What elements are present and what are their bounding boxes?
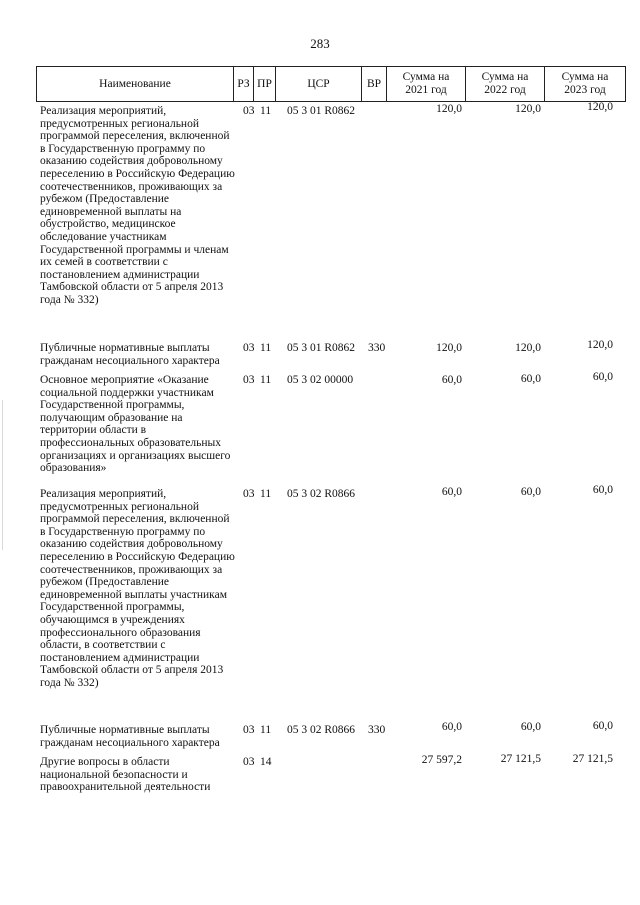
row-sum-2021: 60,0 (441, 486, 462, 498)
row-sum-2022: 60,0 (520, 721, 541, 733)
row-csr: 05 3 01 R0862 (287, 105, 356, 117)
header-rz: РЗ (234, 67, 254, 101)
row-rz: 03 (243, 756, 255, 768)
row-rz: 03 (243, 105, 255, 117)
row-vr: 330 (368, 724, 386, 736)
row-sum-2021: 60,0 (441, 374, 462, 386)
row-sum-2023: 60,0 (592, 371, 613, 383)
row-name: Реализация мероприятий, предусмотренных региональной программой переселения, включенной в Государственную программу по оказанию содействия добровольному переселению в Российскую Федерацию соотечественников, проживающих за рубежом (Предоставление единовременной выплаты на обустройство, медицинское обследование участникам Государственной программы и членам их семей в соответствии с постановлением администрации Тамбовской области от 5 апреля 2013 года № 332) (40, 105, 235, 306)
row-name: Публичные нормативные выплаты гражданам несоциального характера (40, 342, 220, 367)
header-name: Наименование (37, 67, 234, 101)
row-sum-2022: 60,0 (520, 486, 541, 498)
row-name: Другие вопросы в области национальной безопасности и правоохранительной деятельности (40, 756, 211, 794)
header-sum-2021: Сумма на 2021 год (387, 67, 466, 101)
row-sum-2022: 120,0 (515, 103, 541, 115)
page-number: 283 (310, 36, 330, 51)
row-rz: 03 (243, 488, 255, 500)
row-csr: 05 3 02 00000 (287, 374, 354, 386)
scan-margin-mark (2, 400, 3, 550)
row-pr: 11 (260, 374, 272, 386)
row-sum-2023: 27 121,5 (572, 753, 613, 765)
row-rz: 03 (243, 374, 255, 386)
row-sum-2023: 60,0 (592, 484, 613, 496)
row-sum-2023: 60,0 (592, 720, 613, 732)
row-sum-2021: 27 597,2 (421, 754, 462, 766)
row-sum-2023: 120,0 (587, 101, 613, 113)
row-sum-2023: 120,0 (587, 339, 613, 351)
row-csr: 05 3 01 R0862 (287, 342, 356, 354)
row-name: Публичные нормативные выплаты гражданам несоциального характера (40, 724, 220, 749)
row-sum-2021: 120,0 (436, 342, 462, 354)
header-pr: ПР (254, 67, 276, 101)
row-sum-2021: 60,0 (441, 721, 462, 733)
row-pr: 11 (260, 488, 272, 500)
row-sum-2022: 27 121,5 (500, 753, 541, 765)
row-rz: 03 (243, 724, 255, 736)
header-vr: ВР (362, 67, 387, 101)
row-sum-2022: 60,0 (520, 373, 541, 385)
row-name: Основное мероприятие «Оказание социальной поддержки участникам Государственной программы, получающим образование на территории области в профессиональных образовательных организациях и организациях высшего образования» (40, 374, 231, 475)
header-sum-2023: Сумма на 2023 год (561, 71, 609, 96)
header-csr: ЦСР (276, 67, 362, 101)
row-csr: 05 3 02 R0866 (287, 488, 356, 500)
row-vr: 330 (368, 342, 386, 354)
row-sum-2022: 120,0 (515, 342, 541, 354)
row-csr: 05 3 02 R0866 (287, 724, 356, 736)
row-rz: 03 (243, 342, 255, 354)
row-pr: 14 (260, 756, 272, 768)
row-pr: 11 (260, 342, 272, 354)
header-sum-2022: Сумма на 2022 год (466, 67, 545, 101)
row-pr: 11 (260, 105, 272, 117)
row-sum-2021: 120,0 (436, 103, 462, 115)
row-name: Реализация мероприятий, предусмотренных региональной программой переселения, включенной в Государственную программу по оказанию содействия добровольному переселению в Российскую Федерацию соотечественников, проживающих за рубежом (Предоставление единовременной выплаты участникам Государственной программы, обучающимся в учреждениях профессионального образования области, в соответствии с постановлением администрации Тамбовской области от 5 апреля 2013 года № 332) (40, 488, 235, 689)
table-header (36, 66, 626, 102)
row-pr: 11 (260, 724, 272, 736)
